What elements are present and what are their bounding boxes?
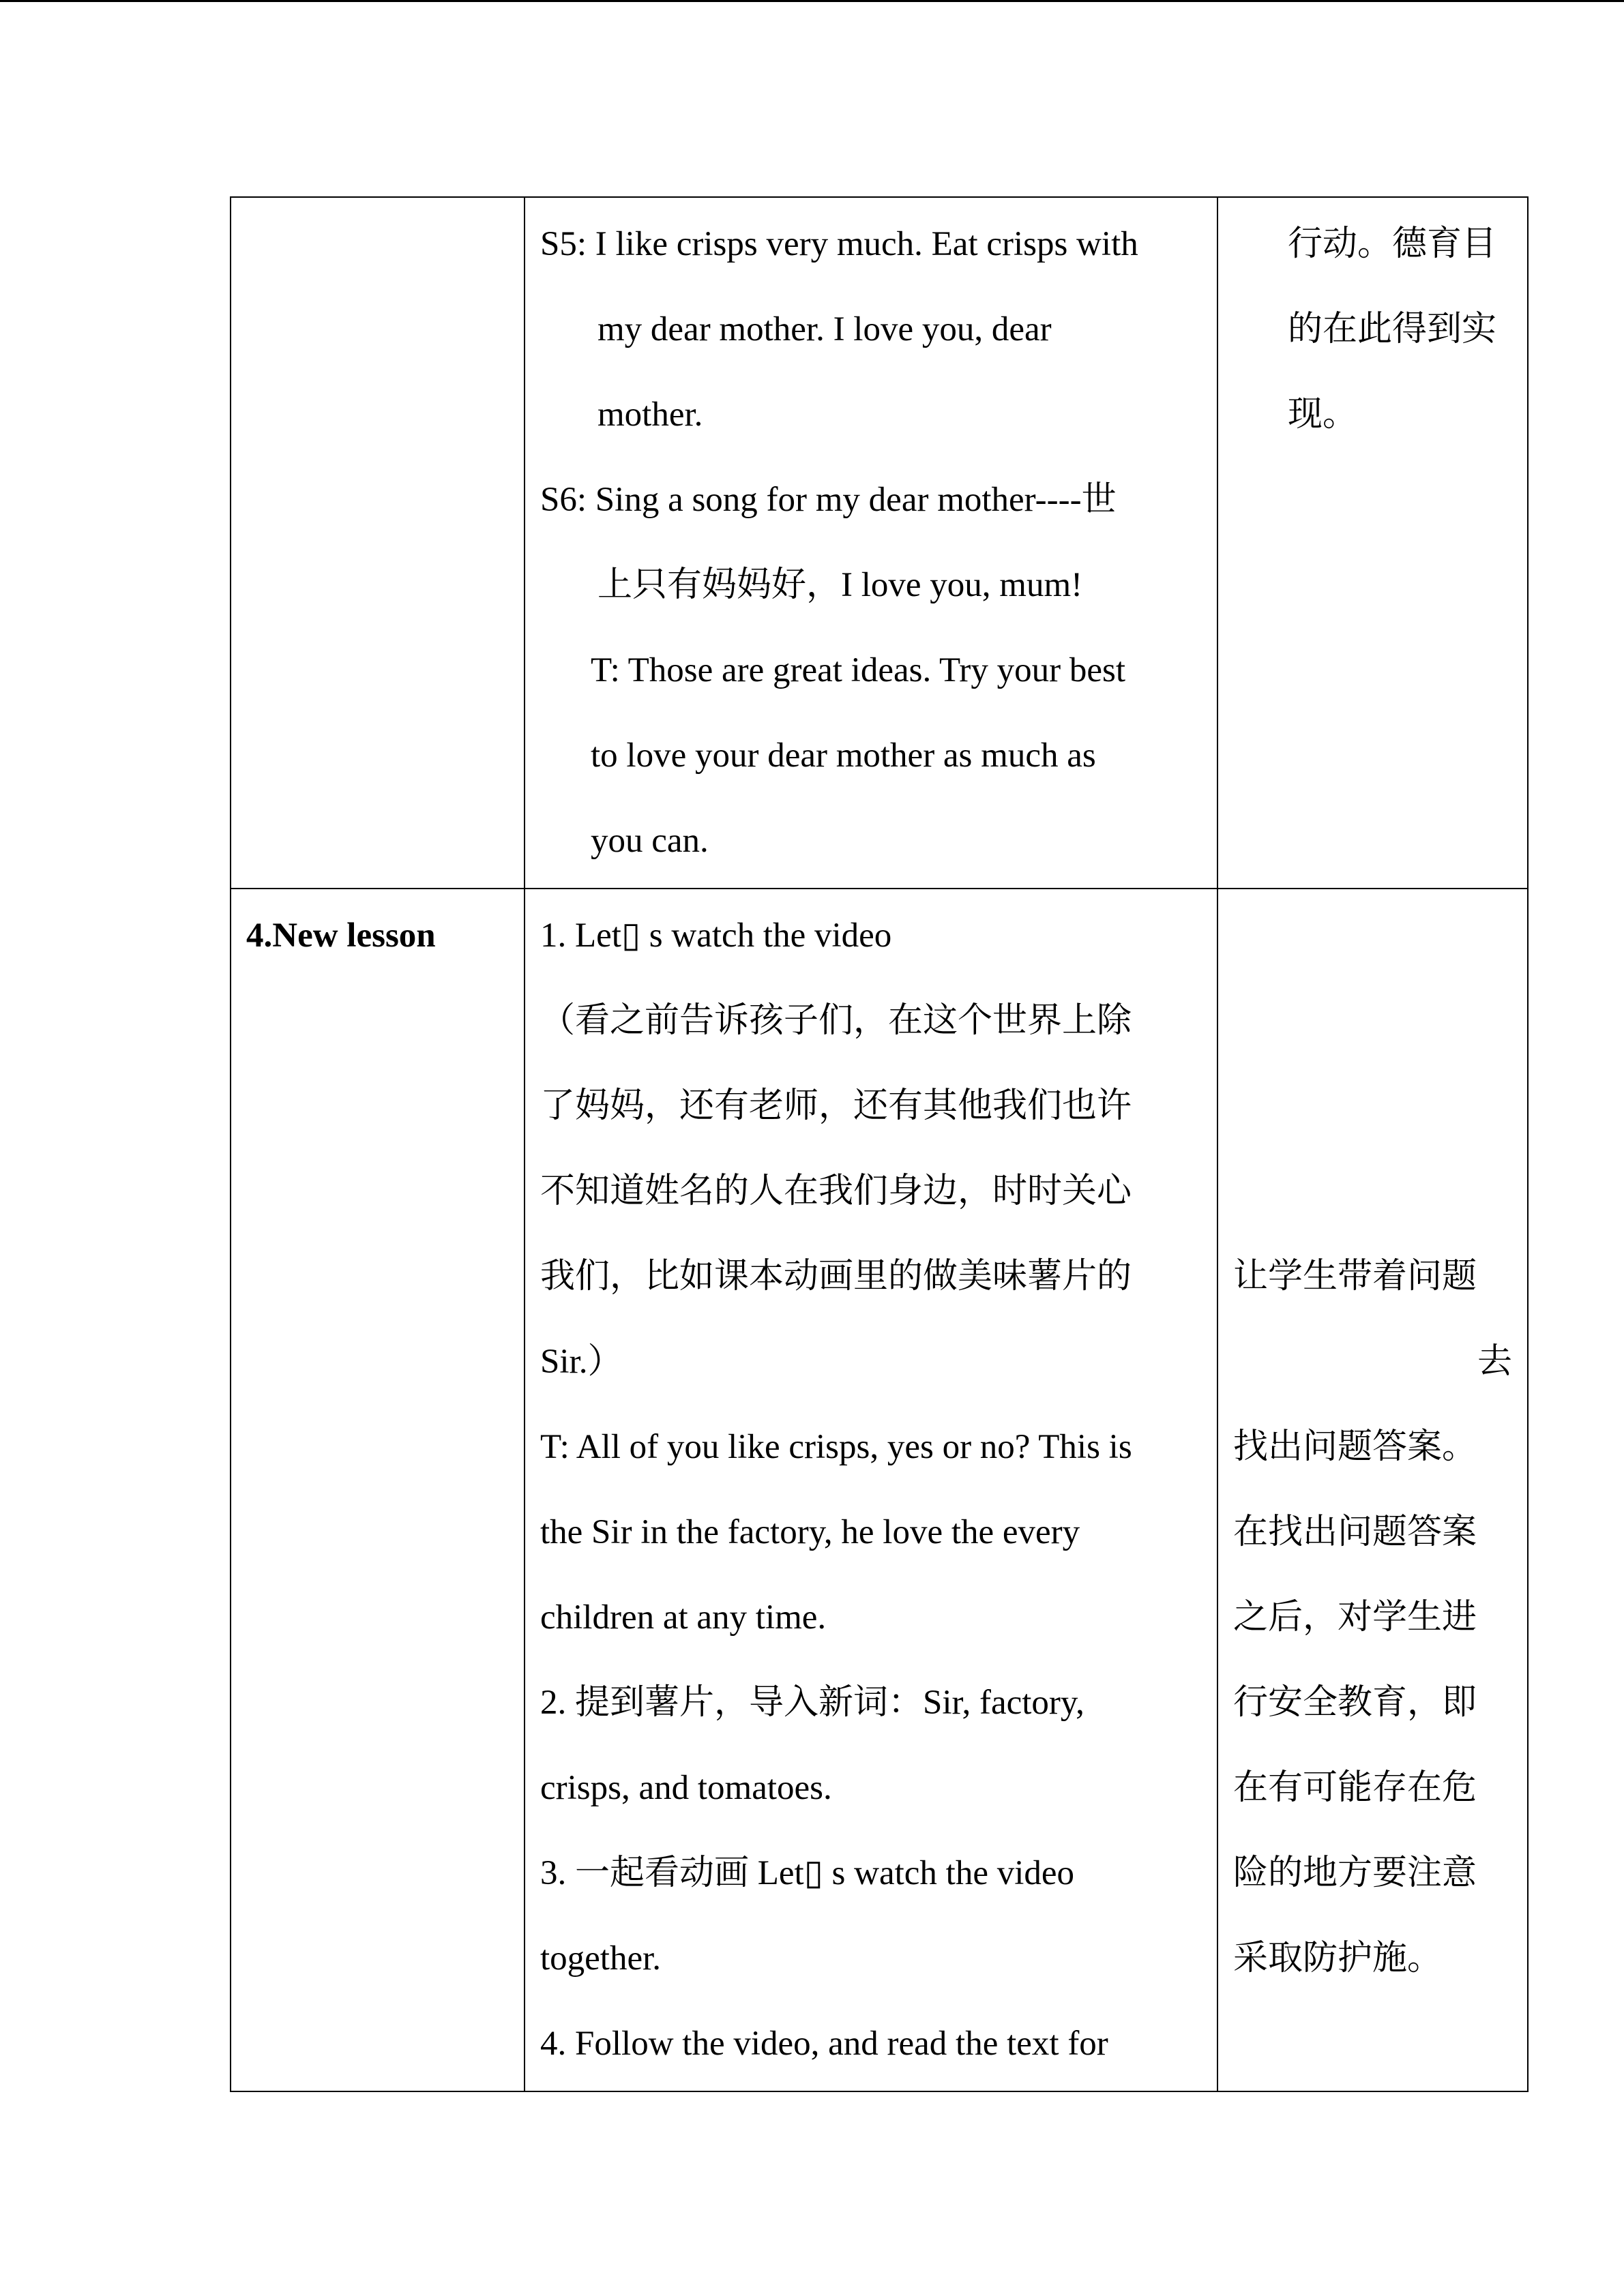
comment-line: 险的地方要注意 — [1233, 1854, 1477, 1892]
content-line: T: Those are great ideas. Try your best — [591, 651, 1126, 689]
comment-line: 在有可能存在危 — [1233, 1769, 1477, 1807]
content-line: 上只有妈妈好，I love you, mum! — [597, 566, 1083, 604]
content-line: 不知道姓名的人在我们身边，时时关心 — [540, 1172, 1132, 1210]
table-row — [231, 889, 1528, 2091]
table-row — [231, 197, 1528, 889]
content-line: 我们，比如课本动画里的做美味薯片的 — [540, 1257, 1132, 1296]
content-cell — [525, 889, 1217, 2091]
content-line: crisps, and tomatoes. — [540, 1769, 832, 1807]
comment-line: 让学生带着问题 — [1233, 1257, 1477, 1296]
content-line: the Sir in the factory, he love the every — [540, 1513, 1080, 1551]
content-line: 3. 一起看动画 Let▯ s watch the video — [540, 1854, 1075, 1892]
page-top-rule — [0, 0, 1624, 2]
content-line: my dear mother. I love you, dear — [597, 310, 1052, 348]
content-line: together. — [540, 1939, 662, 1978]
comment-cell — [1217, 197, 1528, 889]
comment-line: 采取防护施。 — [1233, 1939, 1443, 1978]
comment-line: 行安全教育，即 — [1233, 1684, 1477, 1722]
comment-line: 去 — [1477, 1343, 1512, 1381]
content-line: 1. Let▯ s watch the video — [540, 916, 892, 955]
comment-line: 在找出问题答案 — [1233, 1513, 1477, 1551]
stage-label — [246, 202, 509, 287]
comment-line: 现。 — [1288, 396, 1358, 434]
comment-line: 的在此得到实 — [1288, 310, 1497, 348]
content-line: you can. — [591, 822, 709, 860]
comment-line: 之后，对学生进 — [1233, 1598, 1477, 1637]
content-line: mother. — [597, 396, 703, 434]
content-line: 4. Follow the video, and read the text for — [540, 2025, 1108, 2063]
content-line: children at any time. — [540, 1598, 827, 1637]
content-line: S6: Sing a song for my dear mother----世 — [540, 481, 1117, 519]
content-cell — [525, 197, 1217, 889]
content-line: to love your dear mother as much as — [591, 736, 1096, 775]
comment-line: 找出问题答案。 — [1233, 1428, 1477, 1466]
content-line: Sir.） — [540, 1343, 623, 1381]
comment-cell — [1217, 889, 1528, 2091]
lesson-plan-table — [230, 196, 1529, 2092]
comment-line: 行动。德育目 — [1288, 225, 1497, 263]
content-line: 2. 提到薯片，导入新词：Sir, factory, — [540, 1684, 1084, 1722]
content-line: （看之前告诉孩子们，在这个世界上除 — [540, 1002, 1132, 1040]
stage-cell — [231, 197, 525, 889]
content-line: S5: I like crisps very much. Eat crisps with — [540, 225, 1138, 263]
content-line: T: All of you like crisps, yes or no? This is — [540, 1428, 1132, 1466]
content-line: 了妈妈，还有老师，还有其他我们也许 — [540, 1087, 1132, 1125]
stage-label: 4.New lesson — [246, 916, 436, 955]
stage-cell — [231, 889, 525, 2091]
